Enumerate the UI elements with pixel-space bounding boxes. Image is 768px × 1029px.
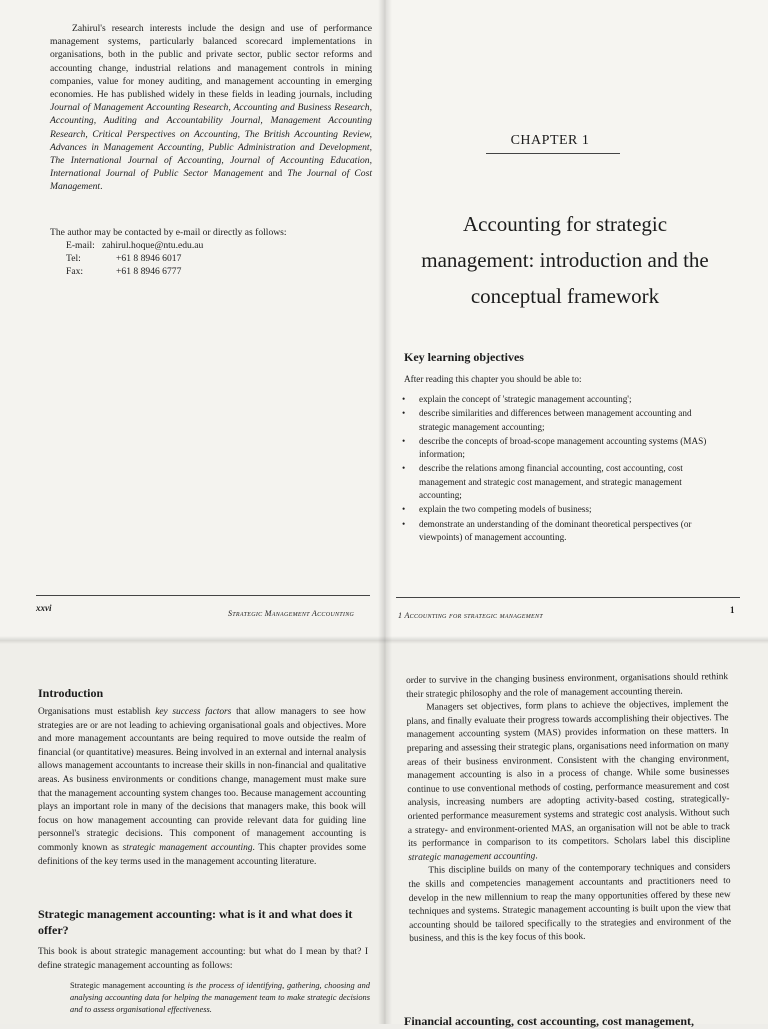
chapter-title-line-2: management: introduction and the (421, 248, 709, 272)
introduction-heading: Introduction (38, 686, 104, 700)
objective-item: • demonstrate an understanding of the dominant theoretical perspectives (or viewpoints) of management accounting. (402, 518, 724, 545)
page-number-left: xxvi (36, 603, 52, 613)
chapter-title (400, 206, 730, 314)
chapter-title-line-3: conceptual framework (470, 284, 660, 308)
sma-body (38, 946, 368, 973)
page-number-right: 1 (730, 605, 735, 615)
continued-paragraph: order to survive in the changing business environment, organisations should rethink their strategic philosophy and the role of management accounting therein. (406, 672, 729, 700)
page-fold (0, 636, 768, 644)
introduction-body (38, 706, 366, 869)
contact-fax-label: Fax: (66, 266, 84, 277)
chapter-label: CHAPTER 1 (510, 133, 590, 148)
contact-tel-label: Tel: (66, 253, 81, 264)
running-footer-right: 1 Accounting for strategic management (398, 611, 543, 620)
footer-rule-left (36, 595, 370, 596)
objective-item: • describe the relations among financial accounting, cost accounting, cost management and strategic cost management, and strategic management accounting; (402, 462, 724, 502)
objective-item: • describe similarities and differences between management accounting and strategic management accounting; (402, 407, 724, 434)
sma-paragraph: This book is about strategic management accounting: but what do I mean by that? I define strategic management accounting as follows: (38, 947, 368, 971)
discipline-paragraph: This discipline builds on many of the contemporary techniques and considers the skills and competencies management accountants and practitioners need to develop in the new millennium to reap the many opportunities offered by these new techniques and systems. Strategic management accounting is built upon the view that accounting should be tailored specifically to the strategies and environment of the business, and this is the key focus of this book. (408, 862, 732, 945)
contact-email-label: E-mail: (66, 240, 95, 251)
spine-shadow (378, 0, 392, 1024)
contact-fax-row (50, 265, 350, 278)
contact-intro: The author may be contacted by e-mail or directly as follows: (50, 227, 287, 238)
contact-email-row (50, 239, 350, 252)
running-footer-left: Strategic Management Accounting (228, 609, 355, 618)
managers-paragraph: Managers set objectives, form plans to achieve the objectives, implement the plans, and finally evaluate their progress towards accomplishing their objectives. The management accounting system (MAS) provides information on these matters. In preparing and assessing their strategic plans, organisations need information on many areas of their business environment. Consistent with the changing environment, management accounting is also in a process of change. While some businesses continue to use conventional methods of costing, performance measurement and cost analysis, increasing numbers are adopting activity-based costing, strategically-oriented performance measurement systems and strategic cost analysis. Without such a strategy- and environment-oriented MAS, an organisation will not be able to track its performance in comparison to its competitors. Scholars label this discipline strategic management accounting. (406, 699, 731, 863)
sma-heading: Strategic management accounting: what is it and what does it offer? (38, 907, 353, 937)
objectives-intro: After reading this chapter you should be able to: (404, 374, 582, 384)
objectives-list (402, 393, 724, 545)
objective-item: • explain the two competing models of business; (402, 503, 724, 516)
footer-rule-right (396, 597, 740, 598)
introduction-paragraph: Organisations must establish key success factors that allow managers to see how strategies are or are not leading to achieving organisational goals and objectives. More and more management accountants are being required to move outside the realm of financial (or quantitative) measures. Being involved in an external and internal analysis allows management accountants to increase their skills in non-financial and qualitative areas. As business environments or conditions change, management must make sure that the management accounting system changes too. Because management accounting plays an important role in many of the decisions that managers make, this book will focus on how management accounting can provide relevant data for guiding line personnel's strategic decisions. This component of management accounting is commonly known as strategic management accounting. This chapter provides some definitions of the key terms used in the management accounting literature. (38, 707, 367, 867)
page-3-body (406, 671, 731, 947)
objective-item: • explain the concept of 'strategic management accounting'; (402, 393, 724, 406)
objective-item: • describe the concepts of broad-scope management accounting systems (MAS) information; (402, 435, 724, 462)
author-contact (50, 226, 350, 278)
chapter-title-line-1: Accounting for strategic (462, 212, 668, 236)
contact-tel-value: +61 8 8946 6017 (116, 253, 182, 264)
contact-tel-row (50, 252, 350, 265)
contact-email-value[interactable]: zahirul.hoque@ntu.edu.au (102, 240, 204, 251)
contact-fax-value: +61 8 8946 6777 (116, 266, 182, 277)
objectives-heading: Key learning objectives (404, 350, 524, 364)
sma-definition-quote: Strategic management accounting is the process of identifying, gathering, choosing and analysing accounting data for helping the management team to make strategic decisions and to assess organisational effectiveness. (70, 981, 370, 1014)
author-bio-text: Zahirul's research interests include the design and use of performance management systems, particularly balanced scorecard implementations in organisations, both in the public and private sector, public sector reforms and accounting change, industrial relations and management controls in mining companies, value for money auditing, and management accounting in emerging economies. He has published widely in these fields in leading journals, including Journal of Management Accounting Research, Accounting and Business Research, Accounting, Auditing and Accountability Journal, Management Accounting Research, Critical Perspectives on Accounting, The British Accounting Review, Advances in Management Accounting, Public Administration and Development, The International Journal of Accounting, Journal of Accounting Education, International Journal of Public Sector Management and The Journal of Cost Management. (50, 23, 372, 193)
cut-off-heading: Financial accounting, cost accounting, cost management, (404, 1014, 694, 1028)
chapter-rule (486, 153, 620, 154)
author-bio (50, 22, 372, 194)
